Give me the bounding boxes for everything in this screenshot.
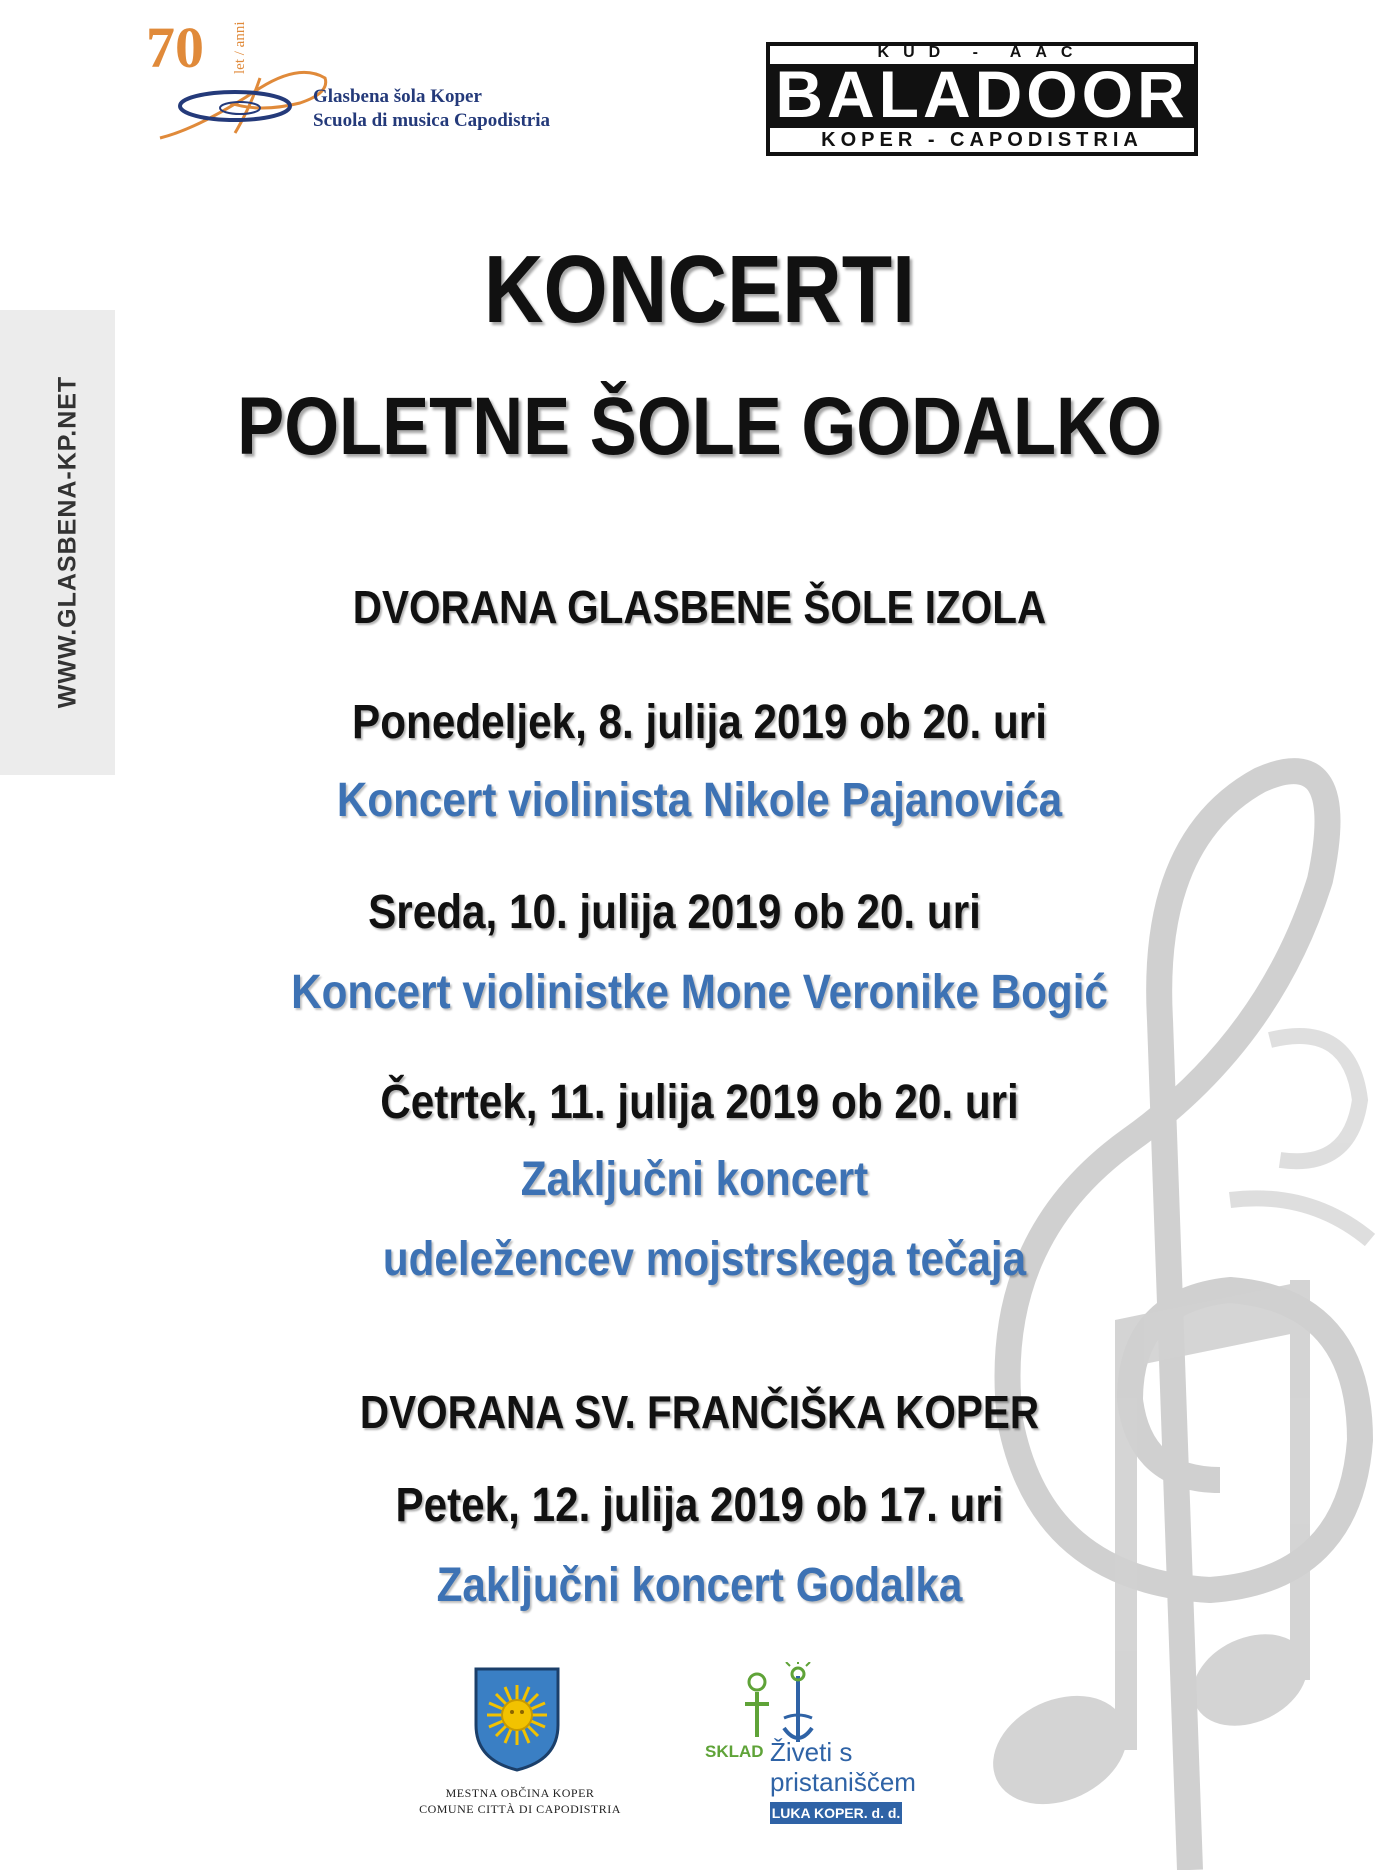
venue-heading-koper: DVORANA SV. FRANČIŠKA KOPER [359, 1386, 1040, 1438]
venue-heading-izola: DVORANA GLASBENE ŠOLE IZOLA [352, 581, 1047, 633]
poster-subtitle: POLETNE ŠOLE GODALKO [237, 381, 1162, 472]
event-title: Koncert violinistke Mone Veronike Bogić [291, 966, 1108, 1019]
municipality-name-slovene: MESTNA OBČINA KOPER [445, 1786, 595, 1800]
event-date: Četrtek, 11. julija 2019 ob 20. uri [380, 1076, 1019, 1129]
anniversary-number: 70 [146, 15, 204, 80]
luka-koper-badge: LUKA KOPER. d. d. [770, 1802, 902, 1824]
municipality-name-italian: COMUNE CITTÀ DI CAPODISTRIA [419, 1802, 621, 1816]
sklad-slogan-line1: Živeti s [770, 1737, 853, 1767]
school-name-italian: Scuola di musica Capodistria [313, 110, 551, 131]
sklad-slogan-line2: pristaniščem [770, 1767, 916, 1797]
baladoor-name: BALADOOR [775, 57, 1189, 131]
baladoor-city: KOPER - CAPODISTRIA [821, 129, 1143, 151]
event-date: Sreda, 10. julija 2019 ob 20. uri [368, 886, 981, 939]
event-title: Koncert violinista Nikole Pajanovića [336, 774, 1063, 827]
anniversary-years-label: let / anni [232, 21, 248, 74]
event-title-continued: udeležencev mojstrskega tečaja [382, 1233, 1027, 1286]
school-name-slovene: Glasbena šola Koper [313, 86, 482, 107]
event-date: Petek, 12. julija 2019 ob 17. uri [395, 1479, 1004, 1532]
event-date: Ponedeljek, 8. julija 2019 ob 20. uri [352, 696, 1047, 749]
event-title: Zaključni koncert [520, 1153, 869, 1206]
baladoor-top-text: KUD - AAC [877, 44, 1087, 61]
koper-coat-of-arms-icon [472, 1665, 562, 1773]
poster-title: KONCERTI [483, 236, 916, 343]
sklad-label: SKLAD [705, 1742, 764, 1761]
event-title: Zaključni koncert Godalka [436, 1559, 963, 1612]
website-url[interactable]: WWW.GLASBENA-KP.NET [53, 375, 82, 709]
